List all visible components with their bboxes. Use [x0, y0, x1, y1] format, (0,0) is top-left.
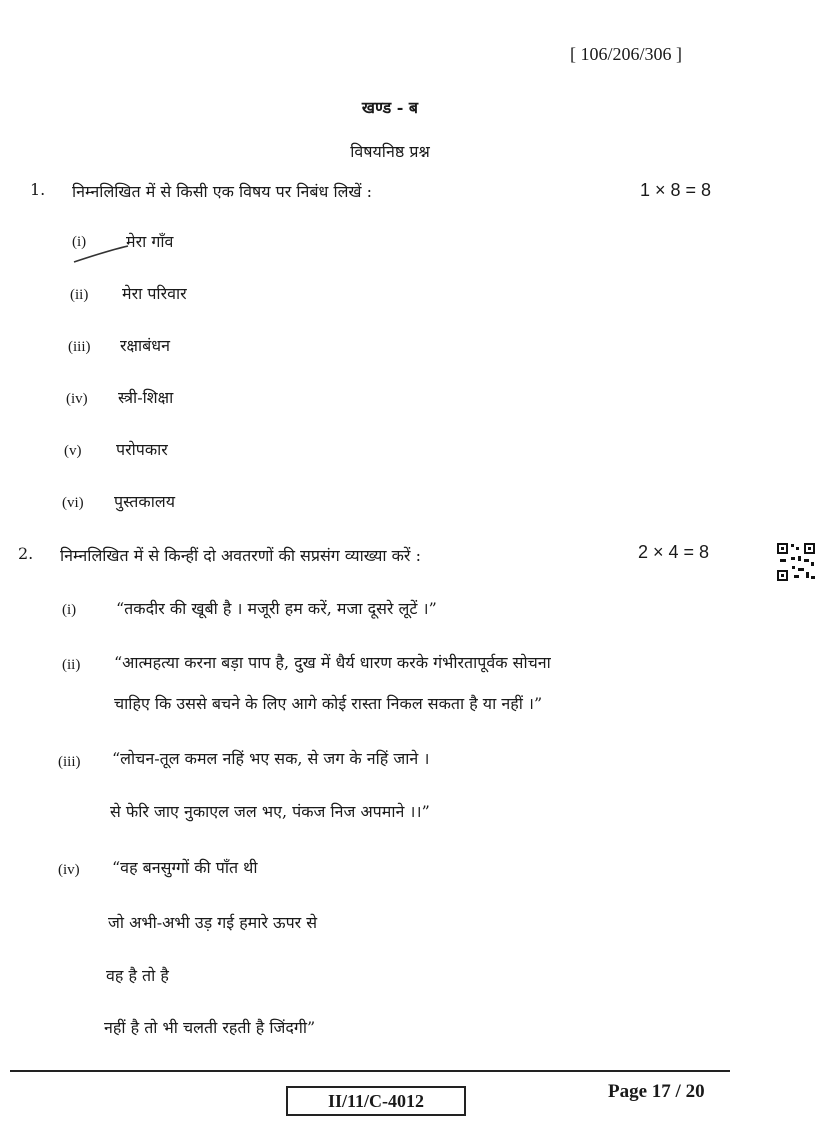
option-text: परोपकार [116, 440, 168, 459]
section-subtitle: विषयनिष्ठ प्रश्न [350, 142, 430, 161]
passage-line: “लोचन-तूल कमल नहिं भए सक, से जग के नहिं जाने । [112, 749, 430, 768]
option-text: मेरा गाँव [126, 232, 174, 251]
question-text: निम्नलिखित में से किसी एक विषय पर निबंध लिखें : [72, 182, 372, 201]
option-label: (i) [72, 234, 87, 250]
option-label: (v) [64, 443, 82, 459]
passage-line: “तकदीर की खूबी है । मजूरी हम करें, मजा दूसरे लूटें ।” [116, 599, 437, 618]
passage-label: (iii) [58, 754, 81, 770]
page-number: Page 17 / 20 [608, 1081, 705, 1102]
footer-code-box: II/11/C-4012 [286, 1086, 466, 1116]
passage-line: से फेरि जाए नुकाएल जल भए, पंकज निज अपमाने ।।” [110, 802, 430, 821]
option-text: स्त्री-शिक्षा [118, 388, 174, 407]
option-label: (iv) [66, 391, 88, 407]
qr-code-icon [776, 542, 816, 582]
option-label: (iii) [68, 339, 91, 355]
passage-label: (i) [62, 602, 77, 618]
option-text: मेरा परिवार [122, 284, 187, 303]
section-title: खण्ड - ब [361, 98, 419, 117]
question-marks: 2 × 4 = 8 [638, 542, 710, 562]
option-label: (ii) [70, 287, 89, 303]
question-number: 1. [30, 180, 46, 199]
passage-line: चाहिए कि उससे बचने के लिए आगे कोई रास्ता निकल सकता है या नहीं ।” [114, 694, 543, 713]
passage-line: “वह बनसुग्गों की पाँत थी [112, 858, 258, 877]
passage-line: वह है तो है [106, 966, 169, 985]
paper-code: [ 106/206/306 ] [570, 44, 682, 64]
footer-divider [10, 1070, 730, 1072]
option-text: पुस्तकालय [114, 492, 175, 511]
question-marks: 1 × 8 = 8 [640, 180, 712, 200]
passage-label: (ii) [62, 657, 81, 673]
question-text: निम्नलिखित में से किन्हीं दो अवतरणों की सप्रसंग व्याख्या करें : [60, 546, 421, 565]
passage-line: नहीं है तो भी चलती रहती है जिंदगी” [104, 1018, 316, 1037]
option-label: (vi) [62, 495, 84, 511]
passage-label: (iv) [58, 862, 80, 878]
passage-line: “आत्महत्या करना बड़ा पाप है, दुख में धैर्य धारण करके गंभीरतापूर्वक सोचना [114, 653, 551, 672]
option-text: रक्षाबंधन [120, 336, 171, 355]
passage-line: जो अभी-अभी उड़ गई हमारे ऊपर से [108, 913, 318, 932]
question-number: 2. [18, 544, 34, 563]
